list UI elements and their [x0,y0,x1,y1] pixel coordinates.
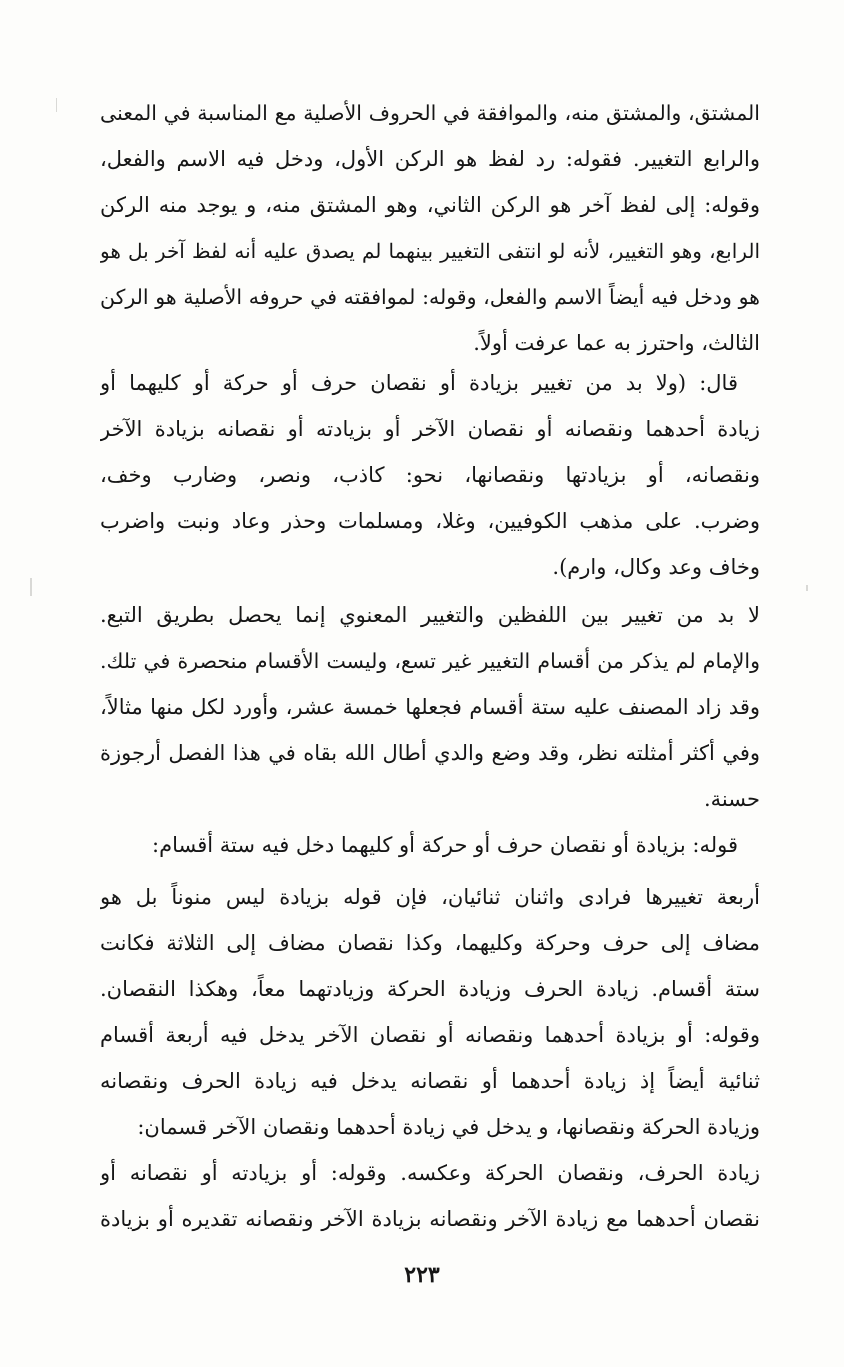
text-line: زيادة الحرف، ونقصان الحركة وعكسه. وقوله: أو بزيادته أو نقصانه أو [100,1161,760,1185]
text-line: وقوله: أو بزيادة أحدهما ونقصانه أو نقصان الآخر يدخل فيه أربعة أقسام [100,1023,760,1047]
text-line: نقصان أحدهما مع زيادة الآخر ونقصانه بزيادة الآخر ونقصانه تقديره أو بزيادة [100,1207,760,1231]
text-line: وخاف وعد وكال، وارم). [552,555,760,579]
text-line: مضاف إلى حرف وحركة وكليهما، وكذا نقصان مضاف إلى الثلاثة فكانت [100,931,760,955]
paragraph [100,90,760,366]
text-line: المشتق، والمشتق منه، والموافقة في الحروف الأصلية مع المناسبة في المعنى [100,101,760,125]
scan-mark [56,98,57,112]
text-line: حسنة. [704,787,760,811]
text-line: ونقصانه، أو بزيادتها ونقصانها، نحو: كاذب، ونصر، وضارب وخف، [100,463,760,487]
text-line: هو ودخل فيه أيضاً الاسم والفعل، وقوله: لموافقته في حروفه الأصلية هو الركن [100,285,760,309]
paragraph [100,874,760,1150]
text-line: ستة أقسام. زيادة الحرف وزيادة الحركة وزيادتهما معاً، وهكذا النقصان. [100,977,760,1001]
text-line: وضرب. على مذهب الكوفيين، وغلا، ومسلمات وحذر وعاد ونبت واضرب [100,509,760,533]
text-line: زيادة أحدهما ونقصانه أو نقصان الآخر أو بزيادته أو نقصانه بزيادة الآخر [100,417,760,441]
quoted-paragraph [100,360,760,590]
paragraph [100,592,760,822]
page-number: ٢٢٣ [404,1262,440,1288]
text-line: قوله: بزيادة أو نقصان حرف أو حركة أو كليهما دخل فيه ستة أقسام: [152,833,738,857]
paragraph [100,1150,760,1242]
quoted-paragraph [100,822,760,868]
text-line: لا بد من تغيير بين اللفظين والتغيير المعنوي إنما يحصل بطريق التبع. [100,603,760,627]
text-line: قال: (ولا بد من تغيير بزيادة أو نقصان حرف أو حركة أو كليهما أو [100,371,738,395]
text-line: الرابع، وهو التغيير، لأنه لو انتفى التغيير بينهما لم يصدق عليه أنه لفظ آخر بل هو [100,239,760,263]
text-line: وزيادة الحركة ونقصانها، و يدخل في زيادة أحدهما ونقصان الآخر قسمان: [137,1115,760,1139]
text-line: وفي أكثر أمثلته نظر، وقد وضع والدي أطال الله بقاه في هذا الفصل أرجوزة [100,741,760,765]
scan-mark [30,578,32,596]
scan-mark [806,585,808,591]
text-line: والإمام لم يذكر من أقسام التغيير غير تسع، وليست الأقسام منحصرة في تلك. [100,649,760,673]
text-line: والرابع التغيير. فقوله: رد لفظ هو الركن الأول، ودخل فيه الاسم والفعل، [100,147,760,171]
text-line: أربعة تغييرها فرادى واثنان ثنائيان، فإن قوله بزيادة ليس منوناً بل هو [100,885,760,909]
text-line: وقد زاد المصنف عليه ستة أقسام فجعلها خمسة عشر، وأورد لكل منها مثالاً، [100,695,760,719]
text-line: الثالث، واحترز به عما عرفت أولاً. [473,331,760,355]
text-line: ثنائية أيضاً إذ زيادة أحدهما أو نقصانه يدخل فيه زيادة الحرف ونقصانه [100,1069,760,1093]
text-line: وقوله: إلى لفظ آخر هو الركن الثاني، وهو المشتق منه، و يوجد منه الركن [100,193,760,217]
